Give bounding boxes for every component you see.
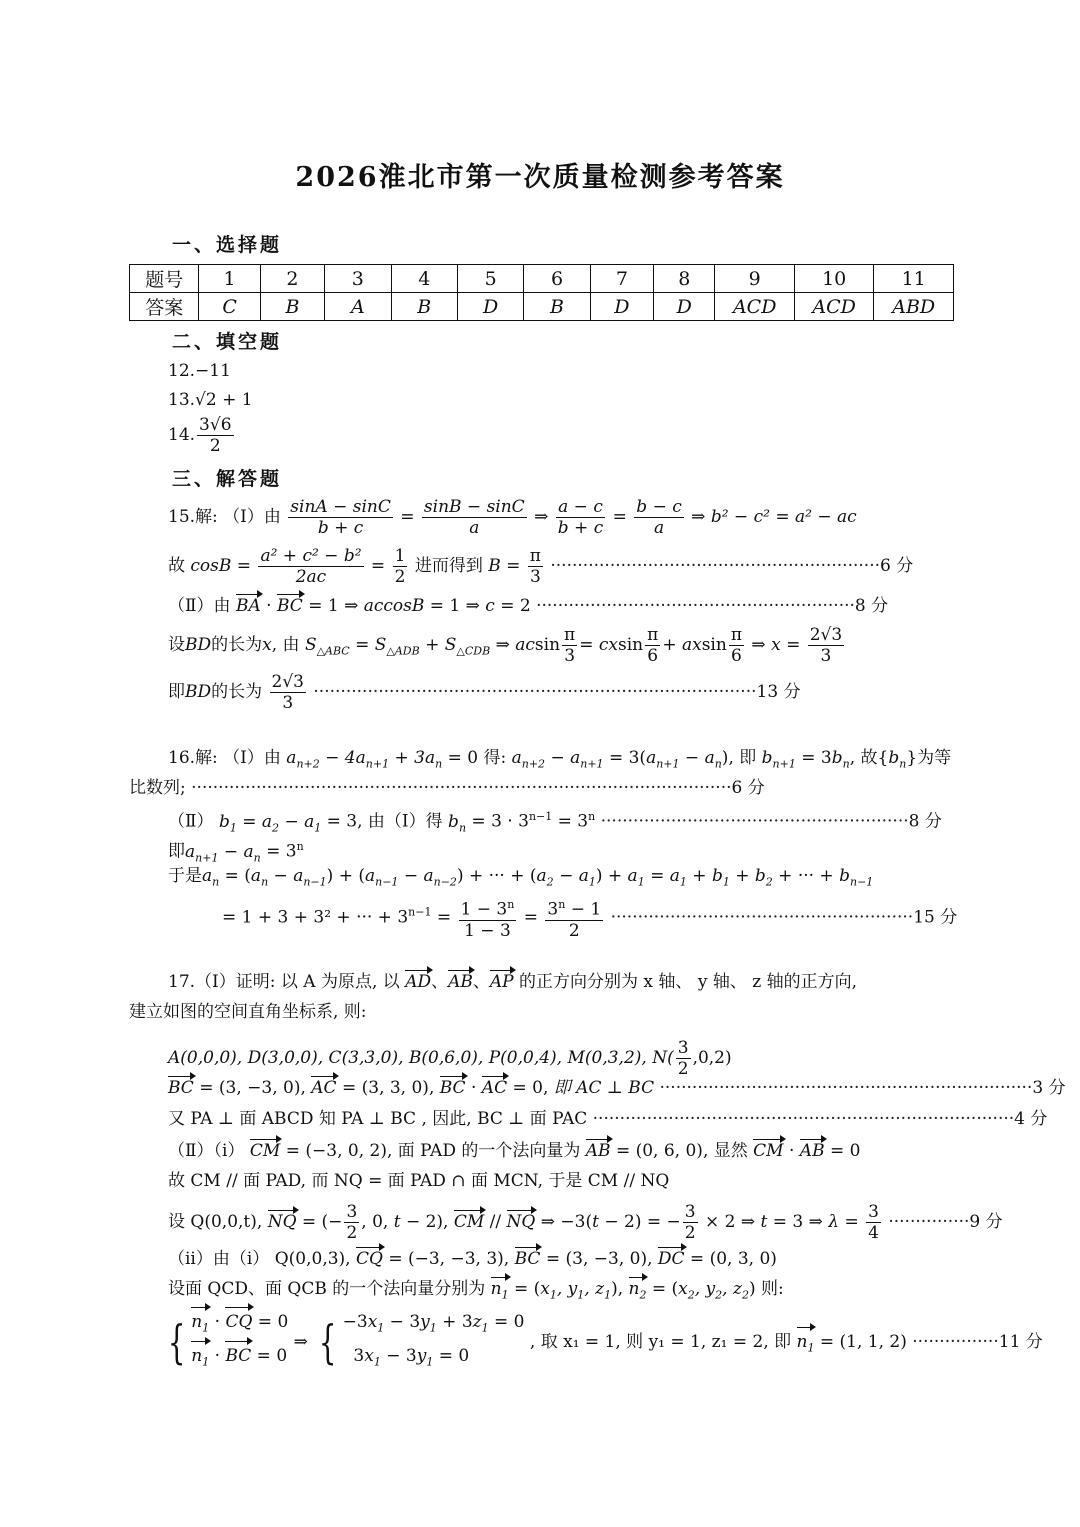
- q16-line2: 比数列; ····································································································6 分: [129, 778, 765, 798]
- q17-line5: 又 PA ⊥ 面 ABCD 知 PA ⊥ BC , 因此, BC ⊥ 面 PAC ··············································································4 分: [168, 1109, 1048, 1129]
- table-cell: D: [590, 293, 653, 321]
- table-cell: 9: [715, 265, 794, 293]
- q17-line1: 17.（Ⅰ）证明: 以 A 为原点, 以 AD、AB、AP 的正方向分别为 x 轴、 y 轴、 z 轴的正方向,: [168, 972, 857, 992]
- table-cell: 7: [590, 265, 653, 293]
- score: 11 分: [998, 1331, 1043, 1352]
- q16-line5: 于是$a_n = (a_n - a_{n-1}) + (a_{n-1} - a_{n-2})$ + ··· + $(a_2 - a_1) + a_1 = a_1 + b_1 + b_2$ + ··· + $b_{n-1}$: [168, 866, 874, 889]
- table-cell: C: [199, 293, 260, 321]
- section-fill: 二、填空题: [172, 331, 283, 353]
- q16-line6: = 1 + 3 + 3² + ··· + $3^{n-1}$ = $\frac{1 - 3^n}{1 - 3}$ = $\frac{3^n - 1}{2}$ ························································15 分: [222, 895, 957, 941]
- row-label: 答案: [130, 293, 199, 321]
- q17-line4: BC = (3, −3, 0), AC = (3, 3, 0), BC · AC = 0, 即 AC ⊥ BC ·····································································3 分: [168, 1078, 1066, 1098]
- q17-line7: 故 CM // 面 PAD, 而 NQ = 面 PAD ∩ 面 MCN, 于是 CM // NQ: [168, 1171, 670, 1191]
- q17-line3: A(0,0,0), D(3,0,0), C(3,3,0), B(0,6,0), P(0,0,4), M(0,3,2), N( $\frac{3}{2}$ ,0,2): [168, 1038, 732, 1079]
- q17-line6: （Ⅱ）（i） CM = (−3, 0, 2), 面 PAD 的一个法向量为 AB = (0, 6, 0), 显然 CM · AB = 0: [168, 1141, 861, 1161]
- q16-line1: 16.解: （Ⅰ）由 $a_{n+2} - 4a_{n+1} + 3a_n = 0$ 得: $a_{n+2} - a_{n+1} = 3(a_{n+1} - a_n)$, 即 $b_{n+1} = 3b_n$, 故$\{b_n\}$为等: [168, 748, 952, 771]
- q15-line4: 设BD的长为x, 由 $S_{\triangle ABC} = S_{\triangle ADB} + S_{\triangle CDB}$ ⇒ acsin $\frac{\pi}{3}$ = cxsin $\frac{\pi}{6}$ + axsin $\frac{\pi}{6}$ ⇒ x = $\frac{2√3}{3}$: [168, 625, 843, 666]
- q15-line2: 故 cosB = $\frac{\text{a² + c² − b²}}{2ac}$ = $\frac{1}{2}$ 进而得到 B = $\frac{\pi}{3}$ ·····························································6 分: [168, 546, 914, 587]
- table-cell: A: [325, 293, 391, 321]
- q15-line5: 即BD的长为 $\frac{2√3}{3}$ ··················································································13 分: [168, 672, 801, 713]
- q17-line8: 设 Q(0,0,t), NQ = (− $\frac{3}{2}$ , 0, t − 2), CM // NQ ⇒ −3(t − 2) = − $\frac{3}{2}$ × 2 ⇒ t = 3 ⇒ λ = $\frac{3}{4}$ ···············9 分: [168, 1202, 1003, 1243]
- score: 4 分: [1014, 1109, 1048, 1129]
- score: 3 分: [1032, 1078, 1066, 1098]
- q15-line1: 15.解: （Ⅰ）由 $\frac{\sin A - \sin C}{b + c}$ = $\frac{\sin B - \sin C}{a}$ ⇒ $\frac{a - c}{b + c}$ = $\frac{b - c}{a}$ ⇒ b² − c² = a² − ac: [168, 497, 857, 538]
- q17-line11: { $n_1$ · CQ = 0 $n_1$ · BC = 0 ⇒ { $-3x_1 - 3y_1 + 3z_1 = 0$ $3x_1 - 3y_1 = 0$ , 取 x₁ = 1, 则 y₁ = 1, z₁ = 2, 即 $n_1 = (1$, 1, 2) ················11 分: [162, 1308, 1043, 1377]
- q17-line9: （ii）由（i） Q(0,0,3), CQ = (−3, −3, 3), BC = (3, −3, 0), DC = (0, 3, 0): [168, 1249, 777, 1269]
- table-cell: 6: [524, 265, 590, 293]
- answer-table: [129, 264, 954, 321]
- table-row: [130, 265, 954, 293]
- section-choice: 一、选择题: [172, 234, 283, 256]
- page-title: 2026淮北市第一次质量检测参考答案: [295, 162, 785, 193]
- q15-line3: （Ⅱ）由 BA · BC = 1 ⇒ accosB = 1 ⇒ c = 2 ···························································8 分: [168, 596, 889, 616]
- q17-line2: 建立如图的空间直角坐标系, 则:: [129, 1002, 367, 1022]
- score: 8 分: [908, 811, 942, 832]
- table-row: [130, 293, 954, 321]
- answer-12: 12.−11: [168, 361, 231, 381]
- table-cell: 11: [874, 265, 954, 293]
- table-cell: 1: [199, 265, 260, 293]
- section-solve: 三、解答题: [172, 468, 283, 490]
- score: 6 分: [880, 556, 914, 576]
- answer-14: 14. $\frac{3√6}{2}$: [168, 415, 232, 456]
- answer-13: 13.√2 + 1: [168, 390, 253, 410]
- q17-line10: 设面 QCD、面 QCB 的一个法向量分别为 $n_1 = (x_1$, $y_1$, $z_1$), $n_2 = (x_2$, $y_2$, $z_2$) 则:: [168, 1278, 784, 1306]
- row-label: 题号: [130, 265, 199, 293]
- table-cell: 2: [260, 265, 324, 293]
- score: 15 分: [913, 907, 958, 928]
- score: 8 分: [854, 596, 889, 616]
- score: 9 分: [969, 1212, 1003, 1232]
- q16-line4: 即$a_{n+1} - a_n = 3^n$: [168, 840, 304, 865]
- table-cell: 4: [391, 265, 457, 293]
- table-cell: B: [524, 293, 590, 321]
- table-cell: 8: [654, 265, 715, 293]
- table-cell: D: [457, 293, 523, 321]
- score: 13 分: [756, 682, 801, 702]
- table-cell: B: [391, 293, 457, 321]
- table-cell: ACD: [794, 293, 873, 321]
- table-cell: ACD: [715, 293, 794, 321]
- table-cell: B: [260, 293, 324, 321]
- table-cell: 10: [794, 265, 873, 293]
- q16-line3: （Ⅱ） $b_1 = a_2 - a_1 = 3$, 由（Ⅰ）得 $b_n = 3 \cdot 3^{n-1} = 3^n \cdot\cdot\cdot\cdot\cdot\cdot\cdot\cdot\cdot\cdot\cdot\cdot\cdot\cdot\cdot\cdot\cdot\cdot\cdot\cdot\cdot\cdot\cdot\cdot\cdot\cdot\cdot\cdot\cdot\cdot\cdot\cdot\cdot\cdot\cdot\cdot\cdot\cdot\cdot\cdot\cdot\cdot\cdot\cdot\cdot\cdot\cdot\cdot\cdot\cdot\cdot\cdot\cdot\cdot\cdot\cdot\cdot 8$ 分: [168, 810, 942, 835]
- table-cell: 3: [325, 265, 391, 293]
- table-cell: ABD: [874, 293, 954, 321]
- score: 6 分: [731, 778, 765, 798]
- table-cell: D: [654, 293, 715, 321]
- table-cell: 5: [457, 265, 523, 293]
